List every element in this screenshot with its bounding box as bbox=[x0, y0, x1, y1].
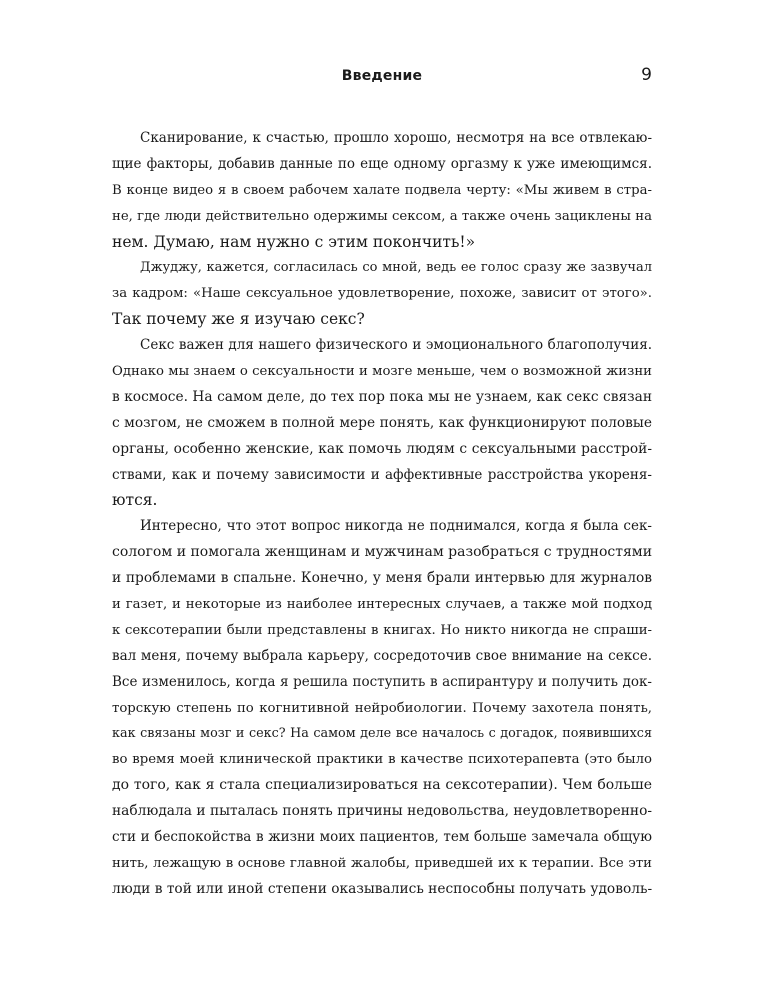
text-line: с мозгом, не сможем в полной мере понять, как функционируют половые bbox=[112, 414, 652, 431]
text-line: в космосе. На самом деле, до тех пор пока мы не узнаем, как секс связан bbox=[112, 388, 652, 405]
page-number: 9 bbox=[641, 65, 652, 85]
body-text bbox=[112, 126, 652, 903]
text-line: ствами, как и почему зависимости и аффективные расстройства укореня- bbox=[112, 466, 652, 483]
text-line: В конце видео я в своем рабочем халате подвела черту: «Мы живем в стра- bbox=[112, 182, 652, 198]
text-line: нем. Думаю, нам нужно с этим покончить!» bbox=[112, 232, 476, 251]
text-line: вал меня, почему выбрала карьеру, сосредоточив свое внимание на сексе. bbox=[112, 647, 652, 664]
text-line: до того, как я стала специализироваться на сексотерапии). Чем больше bbox=[112, 777, 652, 794]
text-line: Джуджу, кажется, согласилась со мной, ведь ее голос сразу же зазвучал bbox=[140, 260, 652, 276]
text-line: ются. bbox=[112, 491, 158, 510]
text-line: Сканирование, к счастью, прошло хорошо, несмотря на все отвлекаю- bbox=[140, 130, 652, 146]
text-line: Интересно, что этот вопрос никогда не поднимался, когда я была сек- bbox=[140, 518, 652, 535]
chapter-title: Введение bbox=[341, 68, 423, 84]
text-line: сти и беспокойства в жизни моих пациентов, тем больше замечала общую bbox=[112, 829, 652, 846]
text-line: за кадром: «Наше сексуальное удовлетворение, похоже, зависит от этого». bbox=[112, 286, 652, 302]
text-line: щие факторы, добавив данные по еще одному оргазму к уже имеющимся. bbox=[112, 155, 652, 172]
text-line: торскую степень по когнитивной нейробиологии. Почему захотела понять, bbox=[112, 700, 652, 716]
text-line: наблюдала и пыталась понять причины недовольства, неудовлетворенно- bbox=[112, 803, 652, 820]
text-line: органы, особенно женские, как помочь людям с сексуальными расстрой- bbox=[112, 440, 652, 457]
text-line: Секс важен для нашего физического и эмоционального благополучия. bbox=[140, 337, 652, 354]
text-line: Все изменилось, когда я решила поступить в аспирантуру и получить док- bbox=[112, 673, 652, 690]
text-line: и проблемами в спальне. Конечно, у меня брали интервью для журналов bbox=[112, 570, 652, 587]
text-line: во время моей клинической практики в качестве психотерапевта (это было bbox=[112, 752, 652, 768]
text-line: Так почему же я изучаю секс? bbox=[112, 310, 365, 329]
running-header bbox=[112, 66, 652, 90]
text-line: люди в той или иной степени оказывались неспособны получать удоволь- bbox=[112, 880, 652, 897]
text-line: нить, лежащую в основе главной жалобы, приведшей их к терапии. Все эти bbox=[112, 855, 652, 871]
text-line: и газет, и некоторые из наиболее интересных случаев, а также мой подход bbox=[112, 597, 652, 613]
text-line: как связаны мозг и секс? На самом деле все началось с догадок, появившихся bbox=[112, 726, 652, 742]
text-line: сологом и помогала женщинам и мужчинам разобраться с трудностями bbox=[112, 544, 652, 561]
text-line: к сексотерапии были представлены в книгах. Но никто никогда не спраши- bbox=[112, 622, 652, 638]
text-line: не, где люди действительно одержимы сексом, а также очень зациклены на bbox=[112, 208, 652, 224]
text-line: Однако мы знаем о сексуальности и мозге меньше, чем о возможной жизни bbox=[112, 364, 652, 380]
